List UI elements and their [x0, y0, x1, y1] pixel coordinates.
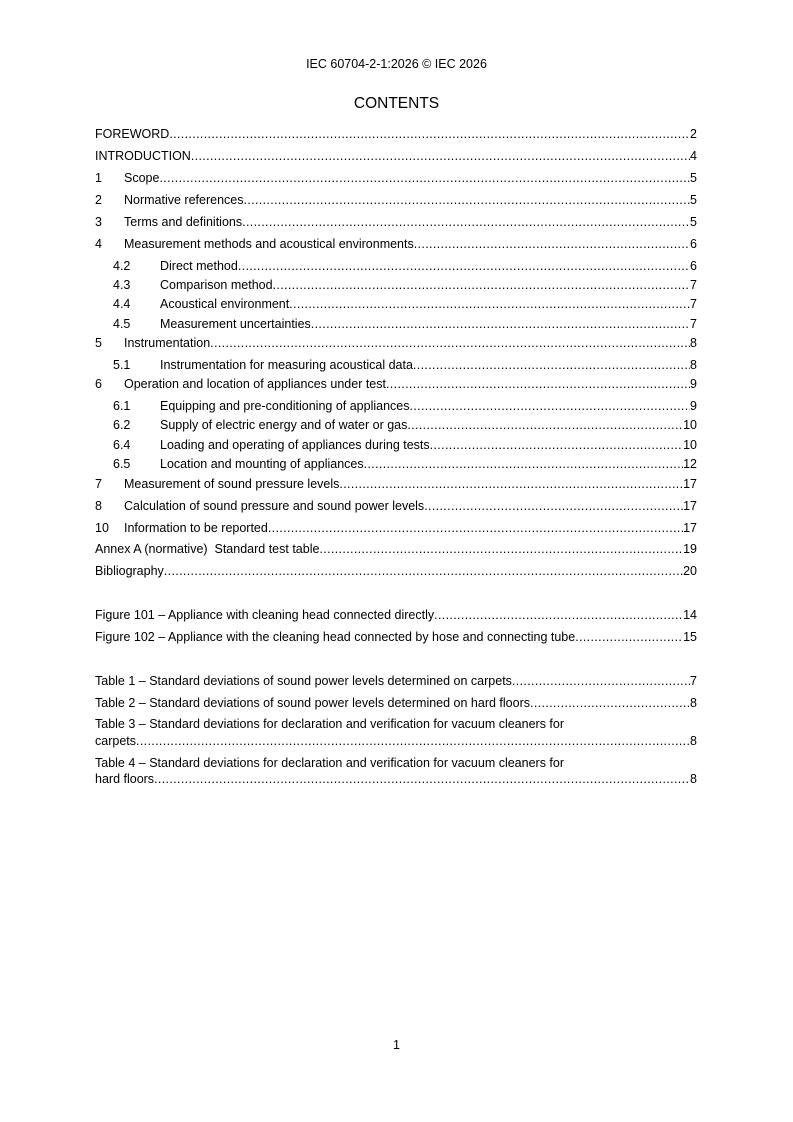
- toc-entry-annex[interactable]: [95, 541, 697, 557]
- dot-leader: [410, 398, 691, 414]
- toc-entry-number: 8: [95, 499, 102, 513]
- toc-entry-title: Measurement uncertainties: [160, 317, 311, 331]
- toc-entry-title: Measurement methods and acoustical environments: [124, 237, 414, 251]
- toc-entry-page: 17: [683, 477, 697, 491]
- dot-leader: [273, 277, 690, 293]
- toc-entry[interactable]: [95, 498, 697, 514]
- dot-leader: [364, 456, 683, 472]
- dot-leader: [289, 296, 690, 312]
- toc-entry-page: 6: [690, 259, 697, 273]
- dot-leader: [238, 258, 690, 274]
- toc-subentry[interactable]: [113, 417, 697, 433]
- toc-entry-page: 7: [690, 278, 697, 292]
- toc-subentry[interactable]: [113, 398, 697, 414]
- toc-entry-number: 10: [95, 521, 109, 535]
- dot-leader: [191, 148, 690, 164]
- figure-entry[interactable]: [95, 607, 697, 623]
- table-entry-page: 7: [690, 674, 697, 688]
- dot-leader: [169, 126, 690, 142]
- table-entry-title: Table 1 – Standard deviations of sound power levels determined on carpets: [95, 674, 512, 688]
- figure-entry-page: 14: [683, 608, 697, 622]
- toc-entry-number: 1: [95, 171, 102, 185]
- toc-entry[interactable]: [95, 476, 697, 492]
- dot-leader: [339, 476, 683, 492]
- toc-entry-page: 5: [690, 215, 697, 229]
- toc-entry-number: 4.3: [113, 278, 131, 292]
- toc-entry[interactable]: [95, 520, 697, 536]
- toc-entry-title: Direct method: [160, 259, 238, 273]
- toc-entry-number: 4.5: [113, 317, 131, 331]
- table-entry-page: 8: [690, 772, 697, 786]
- toc-entry-title: Location and mounting of appliances: [160, 457, 364, 471]
- toc-entry[interactable]: [95, 335, 697, 351]
- toc-subentry[interactable]: [113, 357, 697, 373]
- toc-entry-number: 2: [95, 193, 102, 207]
- toc-entry-title: Operation and location of appliances under test: [124, 377, 386, 391]
- toc-entry-number: 4.4: [113, 297, 131, 311]
- toc-entry-title: Comparison method: [160, 278, 273, 292]
- toc-entry-page: 10: [683, 438, 697, 452]
- toc-entry-title: Normative references: [124, 193, 244, 207]
- figure-entry-title: Figure 101 – Appliance with cleaning head connected directly: [95, 608, 435, 622]
- toc-entry-bibliography[interactable]: [95, 563, 697, 579]
- toc-entry-title: Loading and operating of appliances during tests: [160, 438, 430, 452]
- toc-entry-number: 5: [95, 336, 102, 350]
- toc-entry-title: INTRODUCTION: [95, 149, 191, 163]
- toc-entry-title: Scope: [124, 171, 160, 185]
- toc-entry-title: Annex A (normative) Standard test table: [95, 542, 320, 556]
- toc-entry-number: 6: [95, 377, 102, 391]
- toc-entry[interactable]: [95, 192, 697, 208]
- dot-leader: [154, 771, 690, 787]
- toc-entry-title: Information to be reported: [124, 521, 268, 535]
- toc-entry-page: 8: [690, 358, 697, 372]
- dot-leader: [210, 335, 690, 351]
- figure-entry[interactable]: [95, 629, 697, 645]
- toc-entry-number: 7: [95, 477, 102, 491]
- toc-entry[interactable]: [95, 126, 697, 142]
- figure-entry-page: 15: [683, 630, 697, 644]
- toc-entry[interactable]: [95, 376, 697, 392]
- toc-subentry[interactable]: [113, 456, 697, 472]
- dot-leader: [319, 541, 683, 557]
- toc-entry[interactable]: [95, 170, 697, 186]
- toc-subentry[interactable]: [113, 296, 697, 312]
- table-entry-title[interactable]: Table 3 – Standard deviations for declaration and verification for vacuum cleaners for: [95, 717, 565, 731]
- toc-entry-number: 6.2: [113, 418, 131, 432]
- toc-subentry[interactable]: [113, 258, 697, 274]
- dot-leader: [244, 192, 691, 208]
- toc-entry-page: 9: [690, 377, 697, 391]
- table-entry-title-continuation: carpets: [95, 734, 136, 748]
- toc-entry[interactable]: [95, 236, 697, 252]
- toc-entry-page: 8: [690, 336, 697, 350]
- toc-entry[interactable]: [95, 148, 697, 164]
- toc-entry-page: 12: [683, 457, 697, 471]
- toc-entry-number: 3: [95, 215, 102, 229]
- figure-entry-title: Figure 102 – Appliance with the cleaning head connected by hose and connecting tube: [95, 630, 576, 644]
- dot-leader: [575, 629, 683, 645]
- toc-entry-number: 4: [95, 237, 102, 251]
- toc-entry-title: Equipping and pre-conditioning of appliances: [160, 399, 410, 413]
- toc-entry-number: 4.2: [113, 259, 131, 273]
- toc-entry-number: 6.1: [113, 399, 131, 413]
- table-entry-title: Table 2 – Standard deviations of sound power levels determined on hard floors: [95, 696, 530, 710]
- toc-entry-page: 5: [690, 171, 697, 185]
- toc-entry-title: Acoustical environment: [160, 297, 290, 311]
- toc-entry-page: 19: [683, 542, 697, 556]
- page-title: CONTENTS: [353, 95, 440, 112]
- toc-entry-number: 6.4: [113, 438, 131, 452]
- dot-leader: [424, 498, 683, 514]
- toc-subentry[interactable]: [113, 437, 697, 453]
- table-entry-page: 8: [690, 734, 697, 748]
- toc-entry-page: 17: [683, 499, 697, 513]
- dot-leader: [413, 357, 690, 373]
- dot-leader: [430, 437, 683, 453]
- toc-entry-title: Supply of electric energy and of water or gas: [160, 418, 408, 432]
- toc-entry[interactable]: [95, 214, 697, 230]
- toc-entry-title: Measurement of sound pressure levels: [124, 477, 340, 491]
- dot-leader: [136, 733, 690, 749]
- toc-entry-title: FOREWORD: [95, 127, 170, 141]
- dot-leader: [159, 170, 690, 186]
- toc-entry-title: Bibliography: [95, 564, 164, 578]
- dot-leader: [434, 607, 683, 623]
- toc-entry-page: 20: [683, 564, 697, 578]
- toc-entry-number: 5.1: [113, 358, 131, 372]
- toc-subentry[interactable]: [113, 316, 697, 332]
- dot-leader: [414, 236, 690, 252]
- page-number: 1: [393, 1038, 400, 1052]
- document-header: IEC 60704-2-1:2026 © IEC 2026: [306, 57, 487, 71]
- toc-entry-page: 7: [690, 297, 697, 311]
- dot-leader: [242, 214, 690, 230]
- toc-entry-page: 5: [690, 193, 697, 207]
- table-entry-continuation[interactable]: [95, 733, 697, 749]
- dot-leader: [268, 520, 683, 536]
- toc-entry-page: 2: [690, 127, 697, 141]
- table-entry[interactable]: [95, 673, 697, 689]
- toc-entry-title: Instrumentation: [124, 336, 211, 350]
- table-entry-continuation[interactable]: [95, 771, 697, 787]
- toc-entry-page: 17: [683, 521, 697, 535]
- table-entry[interactable]: [95, 695, 697, 711]
- toc-subentry[interactable]: [113, 277, 697, 293]
- toc-entry-page: 7: [690, 317, 697, 331]
- dot-leader: [407, 417, 683, 433]
- toc-entry-title: Calculation of sound pressure and sound power levels: [124, 499, 425, 513]
- dot-leader: [311, 316, 690, 332]
- table-entry-page: 8: [690, 696, 697, 710]
- toc-entry-page: 10: [683, 418, 697, 432]
- toc-entry-page: 4: [690, 149, 697, 163]
- toc-entry-title: Terms and definitions: [124, 215, 243, 229]
- toc-entry-title: Instrumentation for measuring acoustical data: [160, 358, 413, 372]
- dot-leader: [386, 376, 690, 392]
- table-entry-title[interactable]: Table 4 – Standard deviations for declaration and verification for vacuum cleaners for: [95, 756, 565, 770]
- toc-entry-page: 6: [690, 237, 697, 251]
- dot-leader: [530, 695, 690, 711]
- dot-leader: [512, 673, 690, 689]
- toc-entry-number: 6.5: [113, 457, 131, 471]
- dot-leader: [164, 563, 683, 579]
- toc-entry-page: 9: [690, 399, 697, 413]
- table-entry-title-continuation: hard floors: [95, 772, 155, 786]
